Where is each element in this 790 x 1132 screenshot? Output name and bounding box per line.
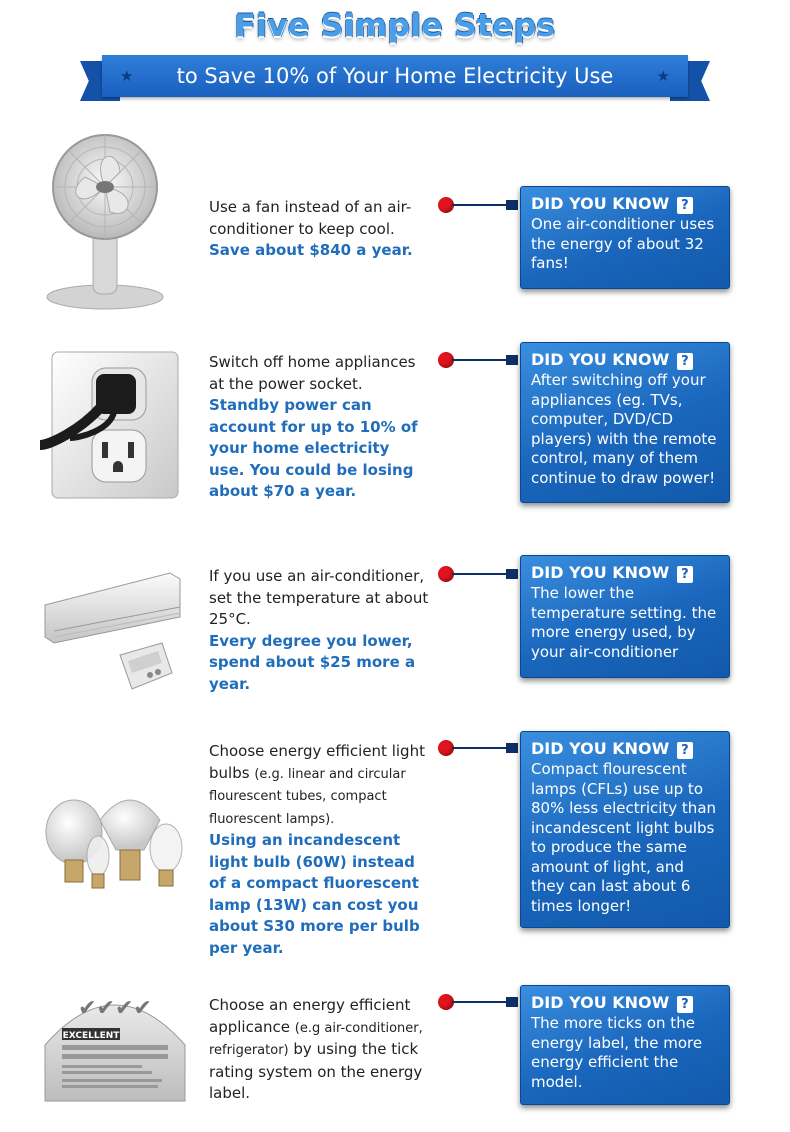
step-description-tail: by using the tick rating system on the energy label. — [209, 1040, 423, 1102]
connector — [438, 994, 520, 1010]
did-you-know-card — [520, 985, 730, 1105]
power-socket-icon — [40, 350, 180, 500]
card-heading: DID YOU KNOW ? — [531, 992, 719, 1014]
step-saving: Standby power can account for up to 10% of your home electricity use. You could be losing about $70 a year. — [209, 396, 418, 500]
air-conditioner-icon — [40, 565, 185, 695]
subtitle-ribbon — [80, 55, 710, 105]
did-you-know-card — [520, 342, 730, 503]
card-fact: Compact flourescent lamps (CFLs) use up to 80% less electricity than incandescent light bulbs to produce the same amount of light, and they can last about 6 times longer! — [531, 760, 717, 915]
connector — [438, 197, 520, 213]
step-examples: (e.g. linear and circular flourescent tubes, compact fluorescent lamps). — [209, 766, 406, 827]
step-description: Use a fan instead of an air-conditioner to keep cool. — [209, 198, 412, 238]
question-icon: ? — [677, 353, 693, 370]
card-heading: DID YOU KNOW ? — [531, 193, 719, 215]
energy-label-icon — [40, 985, 190, 1103]
question-icon: ? — [677, 742, 693, 759]
fan-icon — [40, 132, 170, 312]
step-description: Choose energy efficient light bulbs — [209, 742, 425, 782]
step-description: If you use an air-conditioner, set the temperature at about 25°C. — [209, 567, 429, 628]
step-description: Choose an energy efficient applicance — [209, 996, 411, 1036]
did-you-know-card — [520, 555, 730, 678]
step-examples: (e.g air-conditioner, refrigerator) — [209, 1020, 423, 1058]
step-text — [209, 197, 429, 262]
page-subtitle: to Save 10% of Your Home Electricity Use — [176, 64, 614, 88]
step-saving: Save about $840 a year. — [209, 241, 413, 259]
connector — [438, 740, 520, 756]
light-bulbs-icon — [40, 770, 190, 895]
card-heading: DID YOU KNOW ? — [531, 562, 719, 584]
question-icon: ? — [677, 197, 693, 214]
step-saving: Using an incandescent light bulb (60W) instead of a compact fluorescent lamp (13W) can cost you about S30 more per bulb per year. — [209, 831, 420, 957]
page-title: Five Simple Steps — [234, 8, 556, 44]
card-heading: DID YOU KNOW ? — [531, 738, 719, 760]
card-fact: One air-conditioner uses the energy of about 32 fans! — [531, 215, 715, 272]
step-text — [209, 995, 429, 1105]
step-text — [209, 566, 429, 695]
step-saving: Every degree you lower, spend about $25 more a year. — [209, 631, 416, 693]
step-text — [209, 352, 429, 503]
connector — [438, 352, 520, 368]
question-icon: ? — [677, 996, 693, 1013]
card-heading: DID YOU KNOW ? — [531, 349, 719, 371]
ticks-text: ✔✔✔✔ — [78, 996, 152, 1021]
card-fact: The lower the temperature setting. the more energy used, by your air-conditioner — [531, 584, 717, 661]
ribbon-band — [102, 55, 688, 97]
did-you-know-card — [520, 186, 730, 289]
did-you-know-card — [520, 731, 730, 928]
card-fact: After switching off your appliances (eg. TVs, computer, DVD/CD players) with the remote control, many of them continue to draw power! — [531, 371, 717, 487]
question-icon: ? — [677, 566, 693, 583]
step-text — [209, 741, 429, 959]
star-icon: ★ — [120, 67, 134, 85]
card-fact: The more ticks on the energy label, the more energy efficient the model. — [531, 1014, 703, 1091]
star-icon: ★ — [656, 67, 670, 85]
step-description: Switch off home appliances at the power socket. — [209, 353, 416, 393]
connector — [438, 566, 520, 582]
label-word: EXCELLENT — [62, 1031, 120, 1041]
